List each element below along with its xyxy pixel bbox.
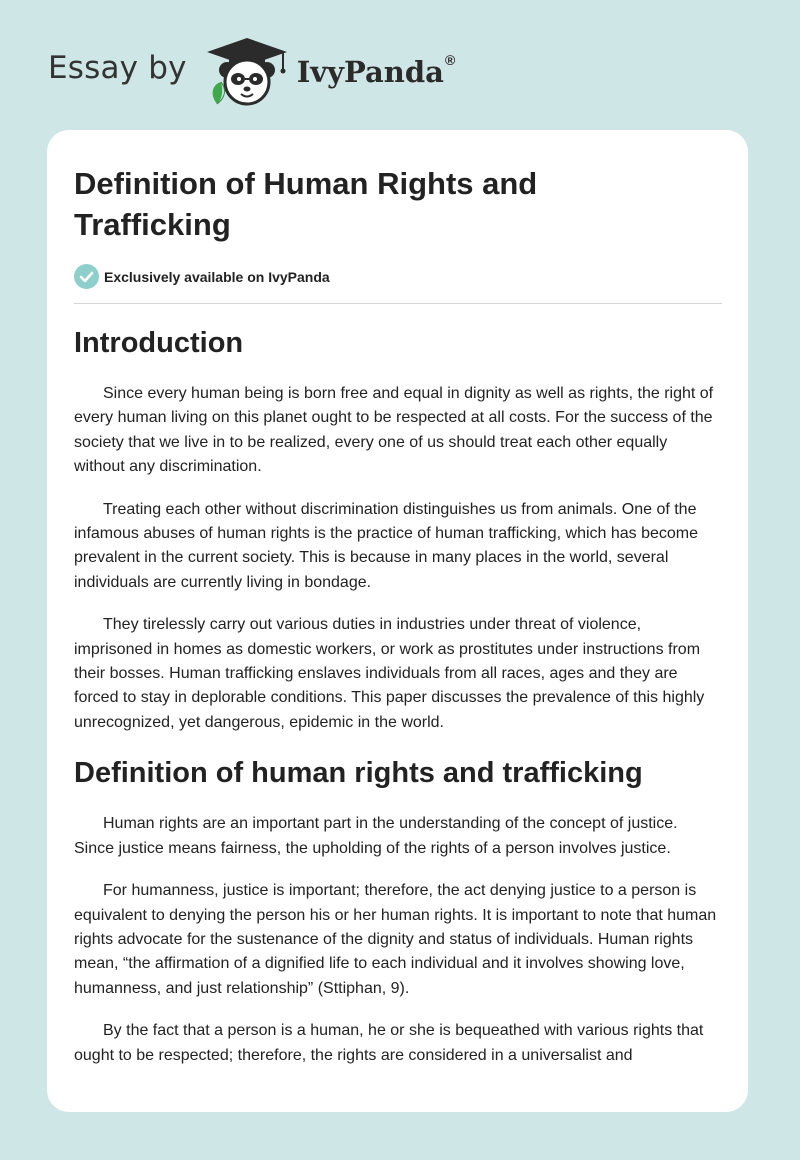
paragraph: They tirelessly carry out various duties in industries under threat of violence, imprisoned in homes as domestic workers, or work as prostitutes under instructions from their bosses. Human trafficking enslaves individuals from all races, ages and they are forced to stay in deplorable conditions. This paper discusses the prevalence of this highly unrecognized, yet dangerous, epidemic in the world. [74,616,705,731]
essay-card [47,130,748,1112]
exclusive-badge-text: Exclusively available on IvyPanda [104,268,330,285]
section-heading-definition: Definition of human rights and trafficking [74,757,643,790]
title-divider [74,303,722,304]
site-header [48,36,455,108]
section-heading-introduction: Introduction [74,327,244,359]
paragraph: Treating each other without discrimination distinguishes us from animals. One of the infamous abuses of human rights is the practice of human trafficking, which has become prevalent in the current society. This is because in many places in the world, several individuals are currently living in bondage. [74,500,699,591]
paragraph: Since every human being is born free and equal in dignity as well as rights, the right of every human living on this planet ought to be respected at all costs. For the success of the society that we live in to be realized, every one of us should treat each other equally without any discrimination. [74,385,714,476]
registered-mark: ® [444,52,456,68]
essay-by-label: Essay by [48,50,187,86]
essay-title: Definition of Human Rights and Trafficking [74,166,538,242]
essay-body [74,323,722,1086]
paragraph: By the fact that a person is a human, he or she is bequeathed with various rights that ought to be respected; therefore, the rights are considered in a universalist and [74,1022,704,1064]
exclusive-badge [74,264,330,289]
paragraph: For humanness, justice is important; therefore, the act denying justice to a person is equivalent to denying the person his or her human rights. It is important to note that human rights advocate for the sustenance of the dignity and status of individuals. Human rights mean, “the affirmation of a dignified life to each individual and it involves showing love, humanness, and just relationship” (Sttiphan, 9). [74,882,717,997]
check-circle-icon [74,264,99,289]
paragraph: Human rights are an important part in the understanding of the concept of justice. Since justice means fairness, the upholding of the rights of a person involves justice. [74,815,678,857]
panda-graduate-icon[interactable] [203,36,291,108]
brand-name[interactable]: IvyPanda [296,55,444,89]
